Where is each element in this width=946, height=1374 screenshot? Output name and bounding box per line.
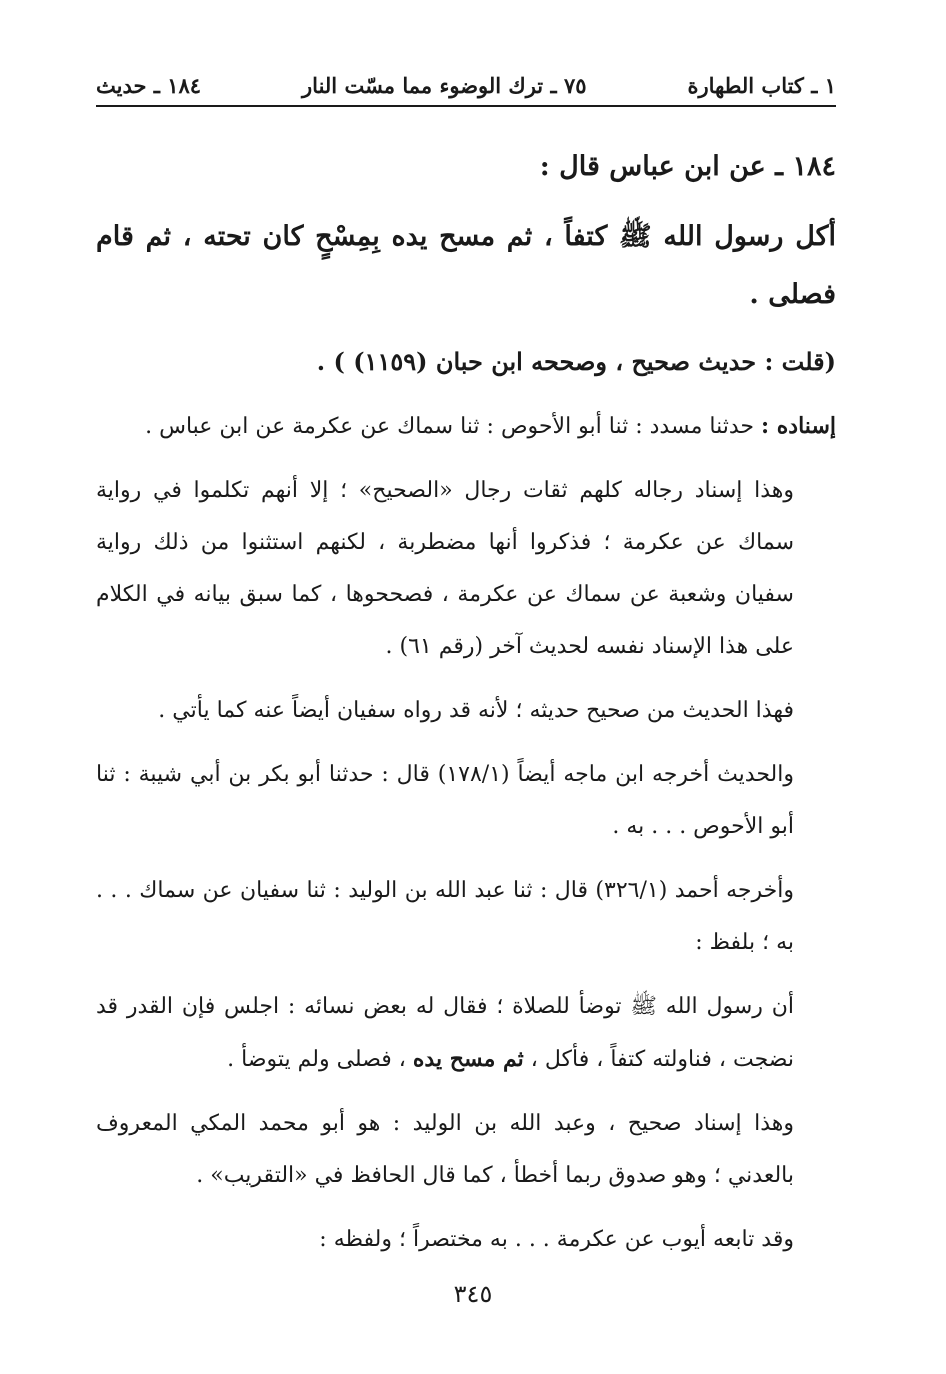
commentary-paragraph-4: وأخرجه أحمد (٣٢٦/١) قال : ثنا عبد الله بن الوليد : ثنا سفيان عن سماك . . . به ؛ بلفظ : <box>96 878 794 955</box>
hadith-title: ١٨٤ ـ عن ابن عباس قال : <box>539 151 836 182</box>
isnad-label: إسناده : <box>761 413 836 439</box>
commentary-paragraph-7: وقد تابعه أيوب عن عكرمة . . . به مختصراً ؛ ولفظه : <box>319 1227 794 1252</box>
authenticity-verdict: (قلت : حديث صحيح ، وصححه ابن حبان (١١٥٩) ) . <box>316 347 836 376</box>
commentary-paragraph-2: فهذا الحديث من صحيح حديثه ؛ لأنه قد رواه سفيان أيضاً عنه كما يأتي . <box>158 698 794 723</box>
header-chapter-title: ٧٥ ـ ترك الوضوء مما مسّت النار <box>302 72 587 98</box>
header-rule <box>96 105 836 107</box>
quoted-wording-paragraph <box>96 981 836 1086</box>
header-hadith-number: ١٨٤ ـ حديث <box>96 72 202 98</box>
commentary-paragraph-3: والحديث أخرجه ابن ماجه أيضاً (١٧٨/١) قال : حدثنا أبو بكر بن أبي شيبة : ثنا أبو الأحوص . . . به . <box>96 762 794 839</box>
isnad-paragraph <box>96 400 836 453</box>
running-header <box>96 68 836 102</box>
quoted-wording-part-3: ، فصلى ولم يتوضأ . <box>227 1047 413 1072</box>
commentary-paragraph-1: وهذا إسناد رجاله كلهم ثقات رجال «الصحيح» ؛ إلا أنهم تكلموا في رواية سماك عن عكرمة ؛ فذكروا أنها مضطربة ، لكنهم استثنوا من ذلك رواية سفيان وشعبة عن سماك عن عكرمة ، فصححوها ، كما سبق بيانه في الكلام على هذا الإسناد نفسه لحديث آخر (رقم ٦١) . <box>96 478 794 659</box>
commentary-paragraph-6: وهذا إسناد صحيح ، وعبد الله بن الوليد : هو أبو محمد المكي المعروف بالعدني ؛ وهو صدوق ربما أخطأ ، كما قال الحافظ في «التقريب» . <box>96 1111 794 1188</box>
isnad-text: حدثنا مسدد : ثنا أبو الأحوص : ثنا سماك عن عكرمة عن ابن عباس . <box>145 414 754 439</box>
quoted-wording-emphasis: ثم مسح يده <box>412 1046 524 1072</box>
page-number: ٣٤٥ <box>453 1280 493 1308</box>
page-body <box>96 138 836 1266</box>
header-book-title: ١ ـ كتاب الطهارة <box>687 72 836 98</box>
quoted-wording-part-1: أن رسول الله ﷺ توضأ للصلاة ؛ فقال له بعض نسائه : اجلس فإن القدر قد نضجت ، فناولته كتفاً ، فأكل ، <box>96 994 794 1072</box>
hadith-text: أكل رسول الله ﷺ كتفاً ، ثم مسح يده بِمِسْحٍ كان تحته ، ثم قام فصلى . <box>96 221 836 310</box>
